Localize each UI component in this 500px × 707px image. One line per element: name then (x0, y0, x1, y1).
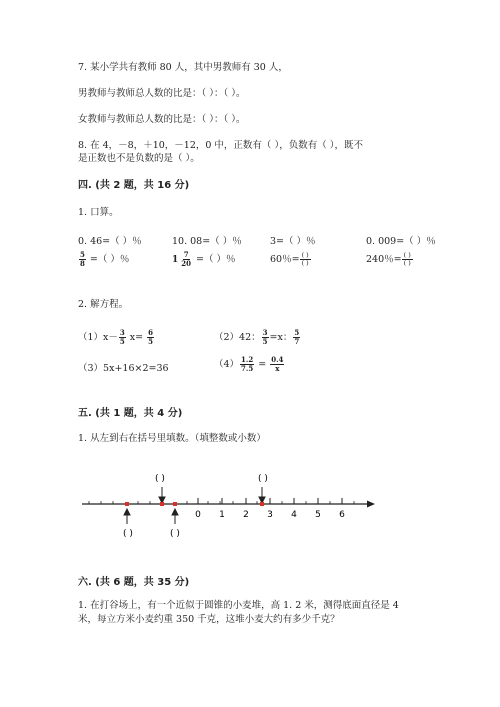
equation-1: （1）x－ $\frac{3}{5}$ x= $\frac{6}{5}$ (78, 328, 154, 346)
red-marker-4 (260, 502, 264, 506)
equation-4: （4） $\frac{1.2}{7.5}$ = $\frac{0.4}{x}$ (214, 355, 284, 373)
axis-arrow-head (367, 501, 375, 508)
red-marker-1 (125, 502, 129, 506)
section4-heading: 四. (共 2 题，共 16 分) (78, 180, 190, 191)
oral-calc-3: 3=（ ）％ (270, 236, 316, 247)
tick-label-2: 2 (243, 510, 249, 520)
oral-calc-2: 10. 08=（ ）％ (172, 236, 242, 247)
red-marker-2 (160, 502, 164, 506)
oral-calc-4: 0. 009=（ ）％ (366, 236, 436, 247)
q7-line1: 7. 某小学共有教师 80 人，其中男教师有 30 人， (78, 62, 288, 73)
q7-line3: 女教师与教师总人数的比是：（ ）：（ ）。 (78, 114, 246, 125)
tick-label-4: 4 (291, 510, 297, 520)
section5-q1-title: 1. 从左到右在括号里填数。（填整数或小数） (78, 433, 266, 444)
fraction: $\frac{5}{8}$ (80, 250, 85, 268)
number-line-figure (0, 462, 500, 547)
blank-bottom-1: ( ) (123, 529, 133, 539)
red-marker-3 (173, 502, 177, 506)
up-arrow-2 (172, 509, 178, 524)
q8-line2: 是正数也不是负数的是（ ）。 (78, 153, 200, 164)
blank-fraction: $\frac{( )}{( )}$ (301, 251, 309, 267)
blank-bottom-2: ( ) (170, 529, 180, 539)
q7-line2: 男教师与教师总人数的比是：（ ）：（ ）。 (78, 88, 246, 99)
equation-3: （3）5x+16×2=36 (78, 363, 169, 374)
oral-calc-5: $\frac{5}{8}$ =（ ）％ (80, 250, 130, 268)
tick-label-6: 6 (339, 510, 345, 520)
section6-heading: 六. (共 6 题，共 35 分) (78, 577, 190, 588)
down-arrow-1 (159, 487, 165, 503)
up-arrow-1 (124, 509, 130, 524)
tick-label-1: 1 (219, 510, 225, 520)
mixed-number: 1 $\frac{7}{20}$ (172, 250, 192, 268)
oral-calc-1: 0. 46=（ ）％ (78, 236, 142, 247)
down-arrow-2 (259, 487, 265, 503)
tick-label-5: 5 (315, 510, 321, 520)
oral-calc-6: 1 $\frac{7}{20}$ =（ ）％ (172, 250, 236, 268)
oral-calc-8: 240％= $\frac{( )}{( )}$ (366, 251, 411, 267)
tick-label-0: 0 (195, 510, 201, 520)
q8-line1: 8. 在 4，－8，＋10，－12，0 中，正数有（ ），负数有（ ），既不 (78, 140, 363, 151)
blank-top-2: ( ) (258, 474, 268, 484)
section6-q1-line1: 1. 在打谷场上，有一个近似于圆锥的小麦堆，高 1. 2 米，测得底面直径是 4 (78, 600, 399, 611)
section6-q1-line2: 米，每立方米小麦约重 350 千克，这堆小麦大约有多少千克？ (78, 614, 340, 625)
tick-label-3: 3 (267, 510, 273, 520)
blank-fraction: $\frac{( )}{( )}$ (403, 251, 411, 267)
section4-q2-title: 2. 解方程。 (78, 299, 129, 310)
section5-heading: 五. (共 1 题，共 4 分) (78, 408, 183, 419)
oral-calc-7: 60％= $\frac{( )}{( )}$ (270, 251, 309, 267)
section4-q1-title: 1. 口算。 (78, 207, 119, 218)
equation-2: （2）42： $\frac{3}{5}$ =x： $\frac{5}{7}$ (214, 328, 300, 346)
blank-top-1: ( ) (155, 474, 165, 484)
